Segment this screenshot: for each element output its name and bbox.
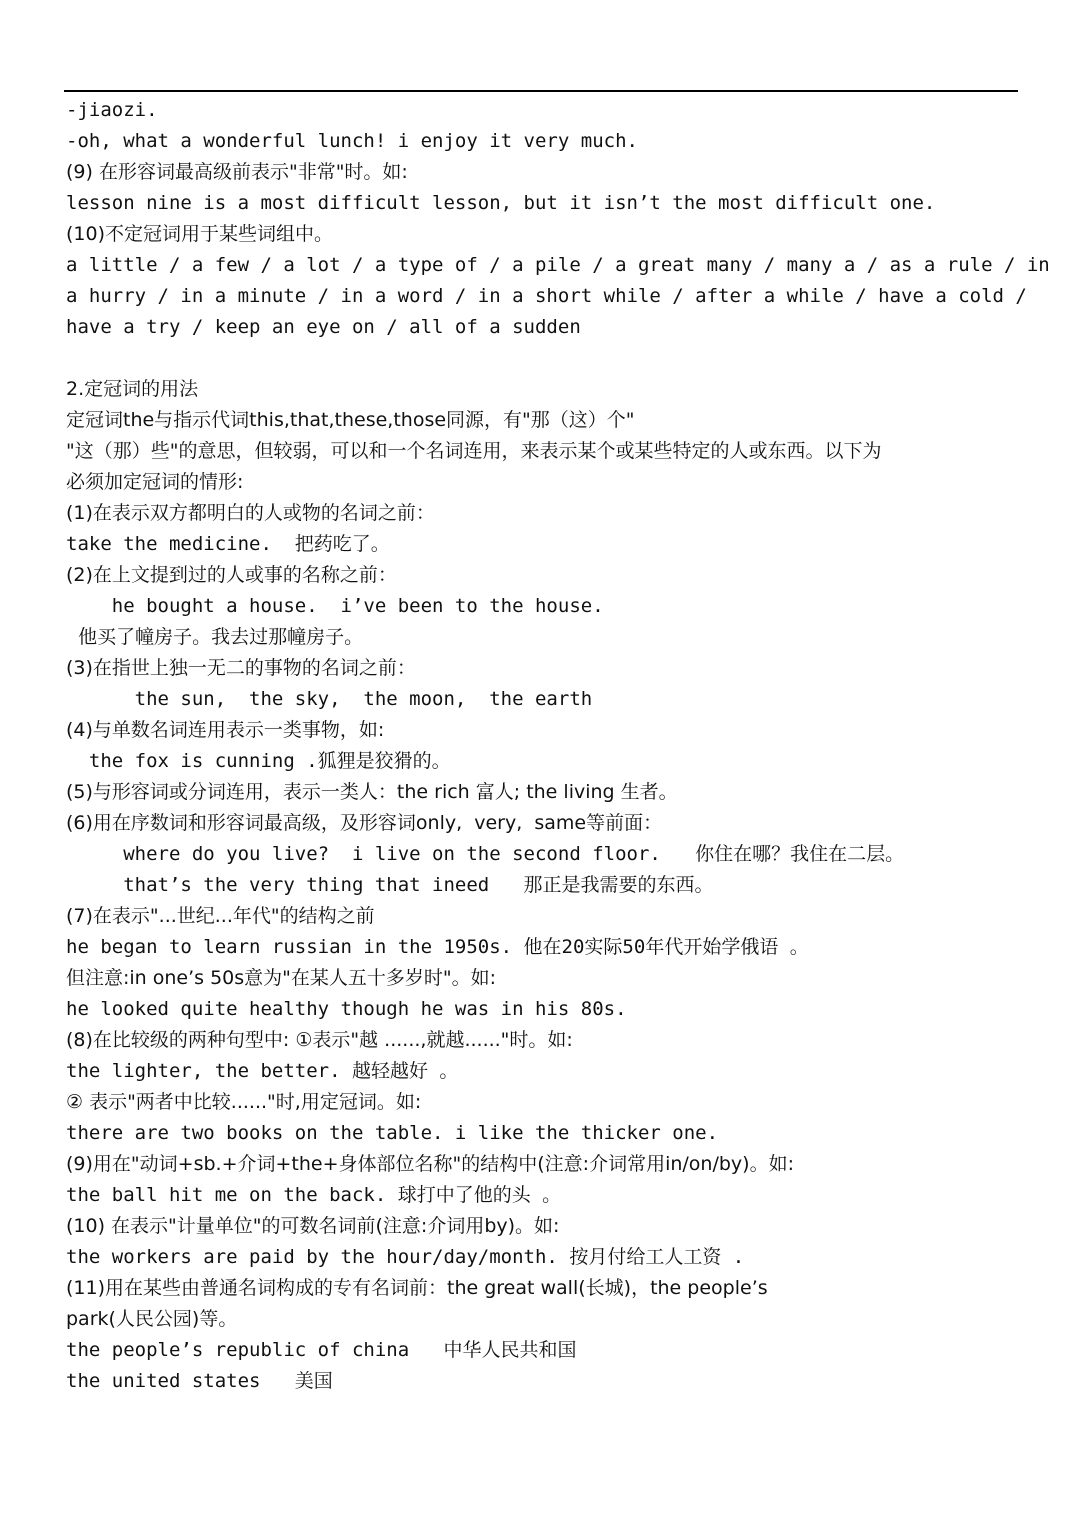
text-line: the sun, the sky, the moon, the earth [66,688,593,710]
text-line: (9)用在"动词+sb.+介词+the+身体部位名称"的结构中(注意:介词常用in/on/by)。如: [66,1153,794,1175]
text-line: there are two books on the table. i like the thicker one. [66,1122,719,1144]
text-line: (10)不定冠词用于某些词组中。 [66,223,334,245]
text-line: (3)在指世上独一无二的事物的名词之前： [66,657,416,679]
text-line: (9) 在形容词最高级前表示"非常"时。如: [66,161,408,183]
text-line: lesson nine is a most difficult lesson, but it isn’t the most difficult one. [66,192,936,214]
text-line: the fox is cunning .狐狸是狡猾的。 [66,750,451,772]
text-line: that’s the very thing that ineed 那正是我需要的东西。 [66,874,714,896]
text-line: 但注意:in one’s 50s意为"在某人五十多岁时"。如: [66,967,497,989]
text-line: the workers are paid by the hour/day/month. 按月付给工人工资 . [66,1246,745,1268]
text-line: he looked quite healthy though he was in his 80s. [66,998,627,1020]
text-line: (1)在表示双方都明白的人或物的名词之前： [66,502,435,524]
text-line: (11)用在某些由普通名词构成的专有名词前：the great wall(长城)，the people’s [66,1277,768,1299]
text-line: a little / a few / a lot / a type of / a pile / a great many / many a / as a rule / in [66,254,1050,276]
text-line: where do you live? i live on the second floor. 你住在哪？我住在二层。 [66,843,905,865]
text-line: the ball hit me on the back. 球打中了他的头 。 [66,1184,562,1206]
text-line: the people’s republic of china 中华人民共和国 [66,1339,577,1361]
text-line: 他买了幢房子。我去过那幢房子。 [66,626,364,648]
text-line: (2)在上文提到过的人或事的名称之前： [66,564,397,586]
text-line: 定冠词the与指示代词this,that,these,those同源，有"那（这）个" [66,409,635,431]
text-line: take the medicine. 把药吃了。 [66,533,390,555]
text-line: have a try / keep an eye on / all of a sudden [66,316,581,338]
text-line: ② 表示"两者中比较......"时,用定冠词。如: [66,1091,422,1113]
text-line: (8)在比较级的两种句型中: ①表示"越 ......,就越......"时。如: [66,1029,573,1051]
text-line: (7)在表示"...世纪...年代"的结构之前 [66,905,375,927]
text-line: -oh, what a wonderful lunch! i enjoy it very much. [66,130,638,152]
text-line: (10) 在表示"计量单位"的可数名词前(注意:介词用by)。如: [66,1215,560,1237]
text-line: the lighter, the better. 越轻越好 。 [66,1060,459,1082]
text-line: park(人民公园)等。 [66,1308,238,1330]
text-line: (6)用在序数词和形容词最高级，及形容词only, very, same等前面： [66,812,663,834]
text-line: (5)与形容词或分词连用，表示一类人：the rich 富人; the living 生者。 [66,781,678,803]
text-line: he began to learn russian in the 1950s. 他在20实际50年代开始学俄语 。 [66,936,809,958]
text-line: "这（那）些"的意思，但较弱，可以和一个名词连用，来表示某个或某些特定的人或东西。以下为 [66,440,882,462]
text-line: (4)与单数名词连用表示一类事物，如: [66,719,385,741]
text-line: a hurry / in a minute / in a word / in a short while / after a while / have a cold / [66,285,1027,307]
text-line: 必须加定冠词的情形: [66,471,244,493]
text-line: the united states 美国 [66,1370,333,1392]
text-line: -jiaozi. [66,99,158,121]
section-heading: 2.定冠词的用法 [66,378,199,400]
header-rule [64,90,1018,92]
text-line: he bought a house. i’ve been to the house. [66,595,604,617]
